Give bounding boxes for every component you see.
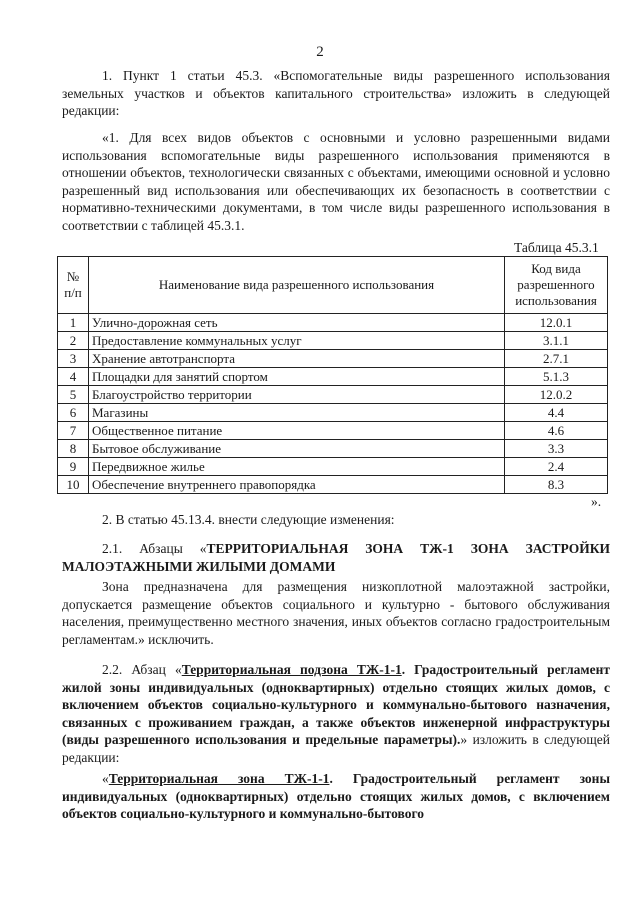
row-name: Общественное питание xyxy=(89,422,505,440)
p6-prefix: 2.2. Абзац « xyxy=(102,662,182,677)
table-row xyxy=(58,386,608,404)
row-name: Хранение автотранспорта xyxy=(89,350,505,368)
header-name: Наименование вида разрешенного использования xyxy=(89,257,505,314)
table-row xyxy=(58,332,608,350)
table-closing-quote: ». xyxy=(591,494,602,509)
paragraph-6 xyxy=(62,661,610,767)
row-code: 12.0.2 xyxy=(505,386,608,404)
row-name: Улично-дорожная сеть xyxy=(89,314,505,332)
row-number: 1 xyxy=(58,314,89,332)
table-row xyxy=(58,476,608,494)
table-row xyxy=(58,368,608,386)
p4-prefix: 2.1. Абзацы « xyxy=(102,541,207,556)
row-code: 8.3 xyxy=(505,476,608,494)
row-code: 2.4 xyxy=(505,458,608,476)
row-code: 2.7.1 xyxy=(505,350,608,368)
row-number: 2 xyxy=(58,332,89,350)
paragraph-4 xyxy=(62,540,610,575)
row-number: 10 xyxy=(58,476,89,494)
table-row xyxy=(58,350,608,368)
p7-prefix: « xyxy=(102,771,109,786)
paragraph-5: Зона предназначена для размещения низкоплотной малоэтажной застройки, допускается размещение объектов социального и культурно - бытового обслуживания населения, преимущественно местного значения, иных объектов согласно градостроительным регламентам.» исключить. xyxy=(62,579,610,647)
row-name: Обеспечение внутреннего правопорядка xyxy=(89,476,505,494)
header-number: № п/п xyxy=(58,257,89,314)
row-code: 12.0.1 xyxy=(505,314,608,332)
zone-heading: ТЕРРИТОРИАЛЬНАЯ ЗОНА ТЖ-1 ЗОНА ЗАСТРОЙКИ МАЛОЭТАЖНЫМИ ЖИЛЫМИ ДОМАМИ xyxy=(62,541,610,574)
row-name: Предоставление коммунальных услуг xyxy=(89,332,505,350)
paragraph-3: 2. В статью 45.13.4. внести следующие изменения: xyxy=(102,512,395,527)
row-code: 3.3 xyxy=(505,440,608,458)
row-number: 6 xyxy=(58,404,89,422)
zone-title: Территориальная зона ТЖ-1-1 xyxy=(108,771,330,786)
paragraph-2: «1. Для всех видов объектов с основными и условно разрешенными видами использования вспомогательные виды разрешенного использования применяются в отношении объектов, технологически связанных с объектами, имеющими основной и условно разрешенный вид использования или обеспечивающих их безопасность в соответствии с нормативно-техническими документами, в том числе виды разрешенного использования в соответствии с таблицей 45.3.1. xyxy=(62,130,610,233)
page-number: 2 xyxy=(316,44,324,60)
row-name: Магазины xyxy=(89,404,505,422)
table-row xyxy=(58,440,608,458)
row-code: 3.1.1 xyxy=(505,332,608,350)
row-number: 3 xyxy=(58,350,89,368)
subzone-title: Территориальная подзона ТЖ-1-1 xyxy=(181,662,402,677)
row-code: 4.6 xyxy=(505,422,608,440)
table-row xyxy=(58,404,608,422)
row-name: Благоустройство территории xyxy=(89,386,505,404)
row-number: 7 xyxy=(58,422,89,440)
paragraph-7 xyxy=(62,770,610,823)
row-number: 8 xyxy=(58,440,89,458)
row-number: 5 xyxy=(58,386,89,404)
row-name: Передвижное жилье xyxy=(89,458,505,476)
table-row xyxy=(58,458,608,476)
p6-suffix: » изложить в следующей редакции: xyxy=(62,732,610,765)
table-row xyxy=(58,422,608,440)
row-number: 9 xyxy=(58,458,89,476)
row-name: Бытовое обслуживание xyxy=(89,440,505,458)
table-row xyxy=(58,314,608,332)
row-number: 4 xyxy=(58,368,89,386)
permitted-use-table xyxy=(57,256,608,494)
paragraph-1: 1. Пункт 1 статьи 45.3. «Вспомогательные виды разрешенного использования земельных участков и объектов капитального строительства» изложить в следующей редакции: xyxy=(62,68,610,119)
zone-description: . Градостроительный регламент зоны индивидуальных (одноквартирных) отдельно стоящих жилых домов, с включением объектов социально-культурного и коммунально-бытового xyxy=(62,771,610,822)
table-header-row xyxy=(58,257,608,314)
row-name: Площадки для занятий спортом xyxy=(89,368,505,386)
row-code: 5.1.3 xyxy=(505,368,608,386)
table-caption: Таблица 45.3.1 xyxy=(514,240,599,255)
header-code: Код вида разрешенного использования xyxy=(505,257,608,314)
row-code: 4.4 xyxy=(505,404,608,422)
subzone-description: . Градостроительный регламент жилой зоны индивидуальных (одноквартирных) отдельно стоящих жилых домов, с включением объектов социально-культурного и коммунально-бытового назначения, связанных с проживанием граждан, а также объектов инженерной инфраструктуры (виды разрешенного использования и предельные параметры). xyxy=(62,662,610,748)
